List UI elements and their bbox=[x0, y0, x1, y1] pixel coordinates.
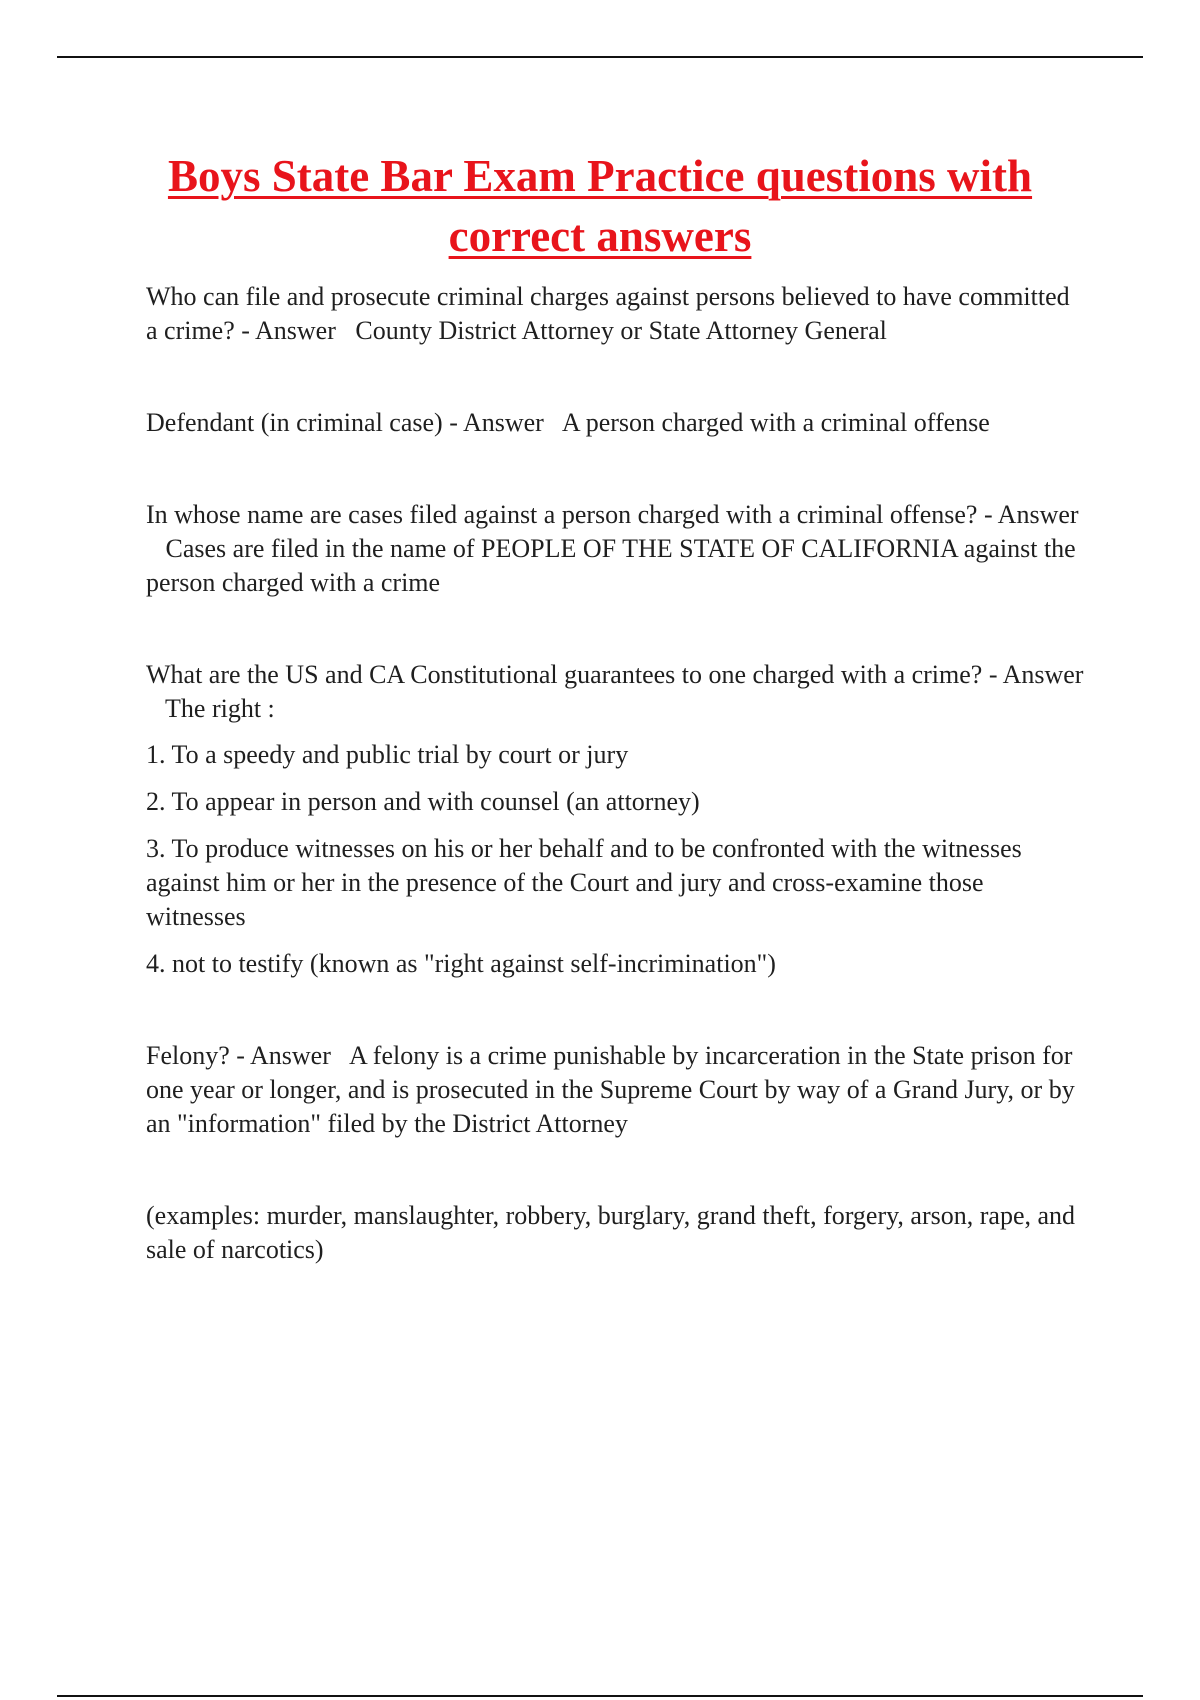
qa-item: Defendant (in criminal case) - Answer A person charged with a criminal offense bbox=[146, 408, 990, 437]
answer-label: Answer bbox=[255, 316, 336, 345]
answer-label: Answer bbox=[250, 1041, 331, 1070]
question-text: What are the US and CA Constitutional guarantees to one charged with a crime? bbox=[146, 660, 983, 689]
document-body bbox=[146, 280, 1086, 1267]
answer-text: County District Attorney or State Attorney General bbox=[355, 316, 887, 345]
list-item: 3. To produce witnesses on his or her behalf and to be confronted with the witnesses against him or her in the presence of the Court and jury and cross-examine those witnesses bbox=[146, 834, 1022, 931]
qa-item: Who can file and prosecute criminal charges against persons believed to have committed a crime? - Answer County District Attorney or State Attorney General bbox=[146, 282, 1070, 345]
qa-item: Felony? - Answer A felony is a crime punishable by incarceration in the State prison for one year or longer, and is prosecuted in the Supreme Court by way of a Grand Jury, or by an "information" filed by the District Attorney bbox=[146, 1041, 1075, 1138]
answer-text: A person charged with a criminal offense bbox=[561, 408, 990, 437]
question-text: Felony? bbox=[146, 1041, 230, 1070]
question-text: Defendant (in criminal case) bbox=[146, 408, 443, 437]
document-title: Boys State Bar Exam Practice questions with correct answers bbox=[167, 151, 1033, 261]
answer-label: Answer bbox=[462, 408, 544, 437]
top-rule bbox=[57, 56, 1143, 58]
list-item: 1. To a speedy and public trial by court or jury bbox=[146, 740, 629, 769]
examples-note: (examples: murder, manslaughter, robbery, burglary, grand theft, forgery, arson, rape, and sale of narcotics) bbox=[146, 1201, 1076, 1264]
answer-label: Answer bbox=[1002, 660, 1084, 689]
answer-text: The right : bbox=[165, 694, 275, 723]
question-text: Who can file and prosecute criminal charges against persons believed to have committed a crime? bbox=[146, 282, 1070, 345]
qa-item: In whose name are cases filed against a person charged with a criminal offense? - Answer Cases are filed in the name of PEOPLE OF THE STATE OF CALIFORNIA against the person charged with a crime bbox=[146, 500, 1079, 597]
list-item: 4. not to testify (known as "right against self-incrimination") bbox=[146, 949, 776, 978]
qa-item: What are the US and CA Constitutional guarantees to one charged with a crime? - Answer The right : bbox=[146, 660, 1084, 723]
list-item: 2. To appear in person and with counsel (an attorney) bbox=[146, 787, 700, 816]
answer-text: A felony is a crime punishable by incarceration in the State prison for one year or longer, and is prosecuted in the Supreme Court by way of a Grand Jury, or by an "information" filed by the District Attorney bbox=[146, 1041, 1075, 1138]
bottom-rule bbox=[57, 1695, 1143, 1697]
answer-text: Cases are filed in the name of PEOPLE OF THE STATE OF CALIFORNIA against the person charged with a crime bbox=[146, 534, 1076, 597]
question-text: In whose name are cases filed against a person charged with a criminal offense? bbox=[146, 500, 978, 529]
answer-label: Answer bbox=[997, 500, 1079, 529]
